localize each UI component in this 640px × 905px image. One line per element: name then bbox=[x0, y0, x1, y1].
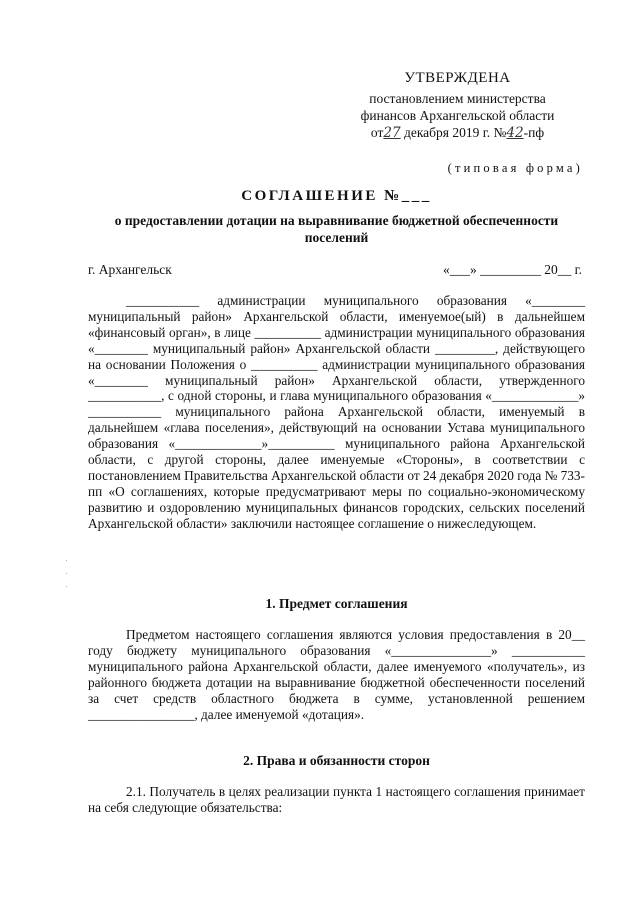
approval-date bbox=[330, 124, 585, 142]
approval-stamp bbox=[330, 70, 585, 142]
form-type-label: (типовая форма) bbox=[447, 161, 583, 175]
title-subject: о предоставлении дотации на выравнивание бюджетной обеспеченности поселений bbox=[114, 213, 559, 245]
section-1-title: 1. Предмет соглашения bbox=[265, 596, 408, 611]
title-agreement: СОГЛАШЕНИЕ №___ bbox=[241, 188, 432, 204]
section-2-title: 2. Права и обязанности сторон bbox=[243, 753, 430, 768]
document-title bbox=[88, 188, 585, 246]
approval-date-prefix: от bbox=[370, 125, 384, 140]
intro-paragraph bbox=[88, 293, 585, 532]
approval-date-day: 27 bbox=[383, 125, 401, 141]
approval-heading: УТВЕРЖДЕНА bbox=[404, 70, 511, 86]
place-of-signing: г. Архангельск bbox=[88, 262, 172, 277]
section-1-text: Предметом настоящего соглашения являются условия предоставления в 20__ году бюджету муниципального образования «_______________» ___________ муниципального района Архангельской области, далее именуемого «получатель», из районного бюджета дотации на выравнивание бюджетной обеспеченности поселений за счет средств областного бюджета в сумме, установленной решением ________________, далее именуемой «дотация». bbox=[88, 627, 585, 722]
approval-line-1: постановлением министерства bbox=[369, 91, 546, 106]
approval-date-number: 42 bbox=[506, 125, 524, 141]
agreement-date-line: «___» _________ 20__ г. bbox=[442, 262, 582, 277]
approval-line-2: финансов Архангельской области bbox=[360, 108, 555, 123]
intro-text: ___________ администрации муниципального образования «________ муниципальный район» Архангельской области, именуемое(ый) в дальнейшем «финансовый орган», в лице __________ администрации муниципального образования «________ муниципальный район» Архангельской области _________, действующего на основании Положения о __________ администрации муниципального образования «________ муниципальный район» Архангельской области, утвержденного ___________, с одной стороны, и глава муниципального образования «_____________» ___________ муниципального района Архангельской области, именуемый в дальнейшем «глава поселения», действующий на основании Устава муниципального образования «_____________»__________ муниципального района Архангельской области, с другой стороны, далее именуемые «Стороны», в соответствии с постановлением Правительства Архангельской области от 24 декабря 2020 года № 733-пп «О соглашениях, которые предусматривают меры по социально-экономическому развитию и оздоровлению муниципальных финансов городских, сельских поселений Архангельской области» заключили настоящее соглашение о нижеследующем. bbox=[88, 293, 585, 531]
section-2-text: 2.1. Получатель в целях реализации пункта 1 настоящего соглашения принимает на себя следующие обязательства: bbox=[88, 784, 585, 815]
section-2-body bbox=[88, 784, 585, 816]
approval-date-suffix: -пф bbox=[523, 125, 545, 140]
section-1-body bbox=[88, 627, 585, 722]
approval-date-middle: декабря 2019 г. № bbox=[403, 125, 507, 140]
scan-margin-marks bbox=[66, 560, 67, 600]
